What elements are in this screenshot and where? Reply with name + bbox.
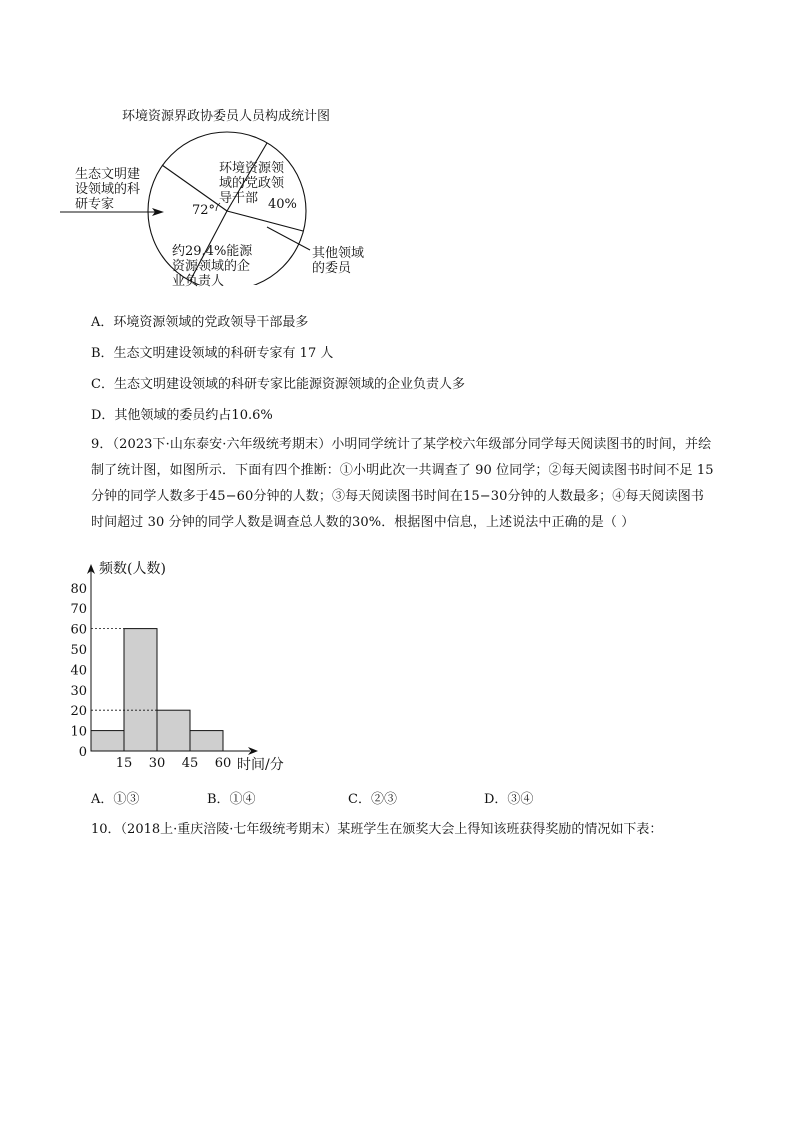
label-other-line-2: 的委员 [312,261,352,276]
q9-choices [91,788,533,807]
label-energy-line-3: 业负责人 [172,274,225,289]
y-axis-label: 频数(人数) [99,561,166,577]
histogram-bar [124,629,157,751]
label-science-line-1: 生态文明建 [75,167,141,182]
q9-line-3: 分钟的同学人数多于45−60分钟的人数；③每天阅读图书时间在15−30分钟的人数最多；④每天阅读图书 [91,489,704,504]
q8-option-a: A．环境资源领域的党政领导干部最多 [91,315,309,330]
label-science-experts [75,167,140,212]
label-energy-line-1: 约29.4%能源 [172,244,253,259]
y-tick-label: 60 [70,622,87,638]
histogram-bar [190,731,223,751]
y-tick-label: 10 [70,724,87,740]
label-science-line-2: 设领域的科 [75,182,141,197]
label-other-members [312,246,364,276]
label-party-line-1: 环境资源领 [219,161,285,176]
q8-option-d: D．其他领域的委员约占10.6% [91,408,273,423]
x-tick-label: 15 [115,756,133,771]
q9-choice-a[interactable]: A．①③ [91,792,140,807]
q9-choice-d[interactable]: D．③④ [484,792,534,807]
x-tick-label: 30 [148,756,166,771]
q9-choice-c[interactable]: C．②③ [348,792,397,807]
q8-option-b: B．生态文明建设领域的科研专家有 17 人 [91,346,334,361]
pie-chart-title: 环境资源界政协委员人员构成统计图 [122,109,331,124]
label-science-line-3: 研专家 [75,197,115,212]
label-party-percent: 40% [268,197,297,212]
label-other-line-1: 其他领域 [312,246,365,261]
angle-label: 72° [192,203,216,218]
y-tick-label: 70 [70,602,87,618]
q9-line-2: 制了统计图，如图所示．下面有四个推断：①小明此次一共调查了 90 位同学；②每天阅读图书时间不足 15 [91,463,714,478]
histogram-chart [60,558,320,778]
y-tick-label: 0 [78,745,87,760]
y-tick-label: 20 [70,704,87,720]
x-axis-label: 时间/分 [237,757,284,773]
y-tick-label: 40 [70,663,87,679]
q9-choice-b[interactable]: B．①④ [207,792,256,807]
q9-stem [91,432,731,536]
x-tick-label: 60 [214,756,232,771]
label-party-line-2: 域的党政领 [219,176,285,191]
q10-stem: 10．（2018上·重庆涪陵·七年级统考期末）某班学生在颁奖大会上得知该班获得奖励的情况如下表： [91,822,663,837]
label-party-line-3: 导干部 [219,191,259,206]
q9-line-4: 时间超过 30 分钟的同学人数是调查总人数的30%．根据图中信息，上述说法中正确的是（ ） [91,515,635,530]
histogram-bar [91,731,124,751]
y-tick-label: 30 [70,683,87,699]
x-tick-label: 45 [181,756,199,771]
q9-line-1: 9．（2023下·山东泰安·六年级统考期末）小明同学统计了某学校六年级部分同学每天阅读图书的时间，并绘 [91,437,712,452]
histogram-bar [157,710,190,751]
pie-divider-right [227,211,303,231]
y-tick-label: 50 [70,643,87,658]
y-tick-label: 80 [70,581,87,597]
label-energy-leaders [172,244,252,289]
label-energy-line-2: 资源领域的企 [172,259,251,274]
q8-option-c: C．生态文明建设领域的科研专家比能源资源领域的企业负责人多 [91,377,465,392]
